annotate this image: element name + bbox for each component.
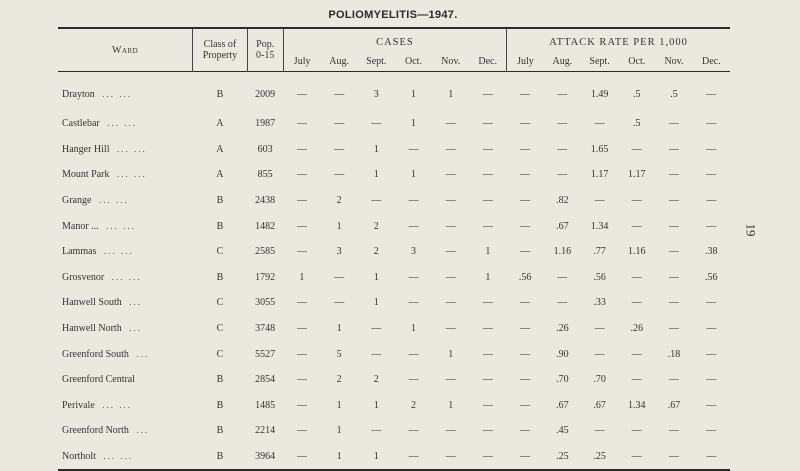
rate-cell: .67 [556, 220, 569, 232]
cases-cell: — [408, 220, 419, 232]
page-number: 19 [743, 223, 759, 237]
rate-cell: — [706, 220, 717, 232]
rate-cell: 1.34 [628, 399, 646, 411]
cases-cell: — [296, 195, 307, 207]
ward-cell [58, 341, 193, 367]
header-cases-month: Oct. [405, 55, 422, 67]
cases-cell: 3 [410, 246, 416, 258]
cases-cell: 1 [448, 399, 454, 411]
rate-cell: — [594, 118, 605, 130]
ward-cell [58, 316, 193, 342]
header-rates-month: Dec. [701, 55, 721, 67]
header-pop [247, 28, 283, 72]
header-rates-month: Oct. [628, 55, 646, 67]
cases-cell: — [445, 220, 456, 232]
cases-cell: — [296, 246, 307, 258]
header-cases-month: Dec. [478, 55, 497, 67]
cases-cell: — [482, 143, 493, 155]
rate-cell: — [631, 425, 642, 437]
class-cell: B [216, 425, 224, 437]
cases-cell: — [296, 118, 307, 130]
rate-cell: — [557, 169, 568, 181]
header-class [193, 28, 247, 72]
cases-cell: — [482, 323, 493, 335]
cases-cell: — [482, 425, 493, 437]
class-cell: B [216, 271, 224, 283]
cases-cell: — [296, 348, 307, 360]
leader-dots: ... ... [98, 195, 129, 206]
class-cell: B [216, 220, 224, 232]
ward-name: Northolt [62, 451, 96, 463]
cases-cell: — [296, 399, 307, 411]
cases-cell: — [296, 374, 307, 386]
rate-cell: — [668, 118, 679, 130]
header-class-line1: Class of [203, 39, 237, 50]
cases-cell: — [296, 451, 307, 463]
poliomyelitis-table [58, 27, 730, 471]
rate-cell: — [668, 169, 679, 181]
ward-cell [58, 72, 193, 112]
cases-cell: 1 [336, 323, 342, 335]
leader-dots: ... [136, 348, 150, 359]
ward-cell [58, 111, 193, 137]
cases-cell: — [296, 425, 307, 437]
table-row [58, 72, 730, 112]
cases-cell: 2 [336, 195, 342, 207]
cases-cell: 1 [373, 169, 379, 181]
table-row [58, 239, 730, 265]
rate-cell: — [668, 297, 679, 309]
class-cell: B [216, 195, 224, 207]
header-pop-line2: 0-15 [256, 50, 275, 61]
leader-dots: ... ... [111, 271, 142, 282]
cases-cell: — [408, 271, 419, 283]
rate-cell: — [520, 425, 531, 437]
ward-name: Hanger Hill [62, 143, 110, 155]
cases-cell: — [482, 89, 493, 100]
cases-cell: 2 [410, 399, 416, 411]
rate-cell: .26 [556, 323, 569, 335]
header-cases-month: Sept. [366, 55, 387, 67]
rate-cell: — [706, 425, 717, 437]
rate-cell: .5 [670, 89, 678, 100]
cases-cell: — [482, 195, 493, 207]
rate-cell: — [594, 348, 605, 360]
leader-dots: ... ... [102, 399, 133, 410]
pop-cell: 2009 [255, 89, 276, 100]
rate-cell: 1.65 [590, 143, 609, 155]
rate-cell: .45 [556, 425, 569, 437]
pop-cell: 1792 [255, 271, 276, 283]
rate-cell: .33 [593, 297, 606, 309]
cases-cell: — [371, 195, 382, 207]
rate-cell: — [557, 118, 568, 130]
leader-dots: ... [129, 297, 142, 308]
rate-cell: — [668, 246, 679, 258]
rate-cell: — [631, 220, 642, 232]
table-header [58, 28, 730, 72]
rate-cell: — [520, 297, 531, 309]
cases-cell: — [334, 118, 345, 130]
cases-cell: 1 [410, 323, 416, 335]
cases-cell: — [445, 425, 456, 437]
ward-name: Grosvenor [62, 271, 105, 283]
cases-cell: — [445, 195, 456, 207]
rate-cell: — [594, 323, 605, 335]
cases-cell: — [408, 425, 419, 437]
cases-cell: — [296, 297, 307, 309]
cases-cell: — [371, 348, 382, 360]
cases-cell: — [408, 374, 419, 386]
rate-cell: .70 [593, 374, 606, 386]
cases-cell: 1 [336, 425, 342, 437]
leader-dots: ... [129, 323, 142, 334]
ward-cell [58, 137, 193, 163]
rate-cell: — [520, 374, 531, 386]
cases-cell: 1 [485, 246, 491, 258]
ward-cell [58, 367, 193, 393]
ward-name: Perivale [62, 399, 95, 411]
cases-cell: — [408, 348, 419, 360]
cases-cell: — [408, 297, 419, 309]
pop-cell: 2438 [255, 195, 276, 207]
leader-dots: ... ... [106, 220, 136, 231]
rate-cell: — [668, 425, 679, 437]
class-cell: B [216, 399, 224, 411]
leader-dots: ... ... [103, 246, 134, 257]
rate-cell: — [668, 451, 679, 463]
table-row [58, 444, 730, 471]
cases-cell: — [445, 374, 456, 386]
cases-cell: 1 [410, 89, 416, 100]
rate-cell: — [520, 143, 531, 155]
ward-cell [58, 265, 193, 291]
leader-dots: ... ... [117, 169, 147, 180]
cases-cell: — [482, 118, 493, 130]
ward-cell [58, 418, 193, 444]
ward-cell [58, 213, 193, 239]
cases-cell: 1 [336, 220, 342, 232]
rate-cell: — [594, 195, 605, 207]
ward-name: Hanwell North [62, 323, 122, 335]
cases-cell: 1 [448, 89, 454, 100]
cases-cell: — [334, 297, 345, 309]
cases-cell: — [445, 169, 456, 181]
cases-cell: — [408, 195, 419, 207]
cases-cell: — [408, 143, 419, 155]
class-cell: B [216, 89, 224, 100]
pop-cell: 855 [257, 169, 273, 181]
cases-cell: — [445, 143, 456, 155]
table-row [58, 418, 730, 444]
header-ward: Ward [112, 44, 139, 56]
cases-cell: — [371, 425, 382, 437]
class-cell: B [216, 374, 224, 386]
rate-cell: — [557, 143, 568, 155]
rate-cell: .25 [593, 451, 606, 463]
rate-cell: — [706, 374, 717, 386]
pop-cell: 2585 [255, 246, 276, 258]
cases-cell: — [482, 348, 493, 360]
cases-cell: — [296, 143, 307, 155]
rate-cell: — [520, 195, 531, 207]
cases-cell: — [334, 271, 345, 283]
rate-cell: — [520, 220, 531, 232]
rate-cell: — [631, 374, 642, 386]
cases-cell: 1 [448, 348, 454, 360]
cases-cell: — [482, 297, 493, 309]
rate-cell: — [631, 297, 642, 309]
rate-cell: .5 [633, 118, 641, 130]
rate-cell: — [557, 271, 568, 283]
ward-name: Greenford South [62, 348, 129, 360]
rate-cell: .90 [556, 348, 569, 360]
table-body [58, 72, 730, 471]
ward-cell [58, 444, 193, 471]
cases-cell: — [482, 451, 493, 463]
cases-cell: 2 [373, 374, 379, 386]
rate-cell: .5 [633, 89, 641, 100]
cases-cell: — [334, 89, 345, 100]
class-cell: A [216, 118, 224, 130]
pop-cell: 3748 [255, 323, 276, 335]
pop-cell: 1485 [255, 399, 276, 411]
pop-cell: 3055 [255, 297, 276, 309]
cases-cell: 1 [373, 451, 379, 463]
rate-cell: 1.34 [590, 220, 609, 232]
cases-cell: 1 [373, 271, 379, 283]
leader-dots: ... ... [102, 89, 133, 99]
ward-name: Drayton [62, 89, 95, 100]
leader-dots: ... ... [107, 118, 138, 129]
rate-cell: 1.16 [628, 246, 646, 258]
rate-cell: .67 [667, 399, 681, 411]
rate-cell: — [668, 220, 679, 232]
class-cell: C [216, 323, 224, 335]
cases-cell: 5 [336, 348, 342, 360]
cases-cell: — [482, 399, 493, 411]
rate-cell: 1.49 [590, 89, 609, 100]
ward-cell [58, 188, 193, 214]
header-rates-month: Nov. [664, 55, 684, 67]
cases-cell: — [371, 118, 382, 130]
rate-cell: .77 [593, 246, 606, 258]
rate-cell: — [668, 195, 679, 207]
pop-cell: 2854 [255, 374, 276, 386]
rate-cell: .67 [556, 399, 569, 411]
rate-cell: .70 [556, 374, 569, 386]
table-row [58, 316, 730, 342]
rate-cell: — [706, 348, 717, 360]
rate-cell: .56 [705, 271, 718, 283]
pop-cell: 1987 [255, 118, 276, 130]
rate-cell: .26 [630, 323, 644, 335]
rate-cell: — [631, 271, 642, 283]
table-row [58, 188, 730, 214]
rate-cell: .82 [556, 195, 569, 207]
rate-cell: — [520, 246, 531, 258]
rate-cell: — [706, 195, 717, 207]
ward-name: Manor ... [62, 220, 99, 232]
cases-cell: — [296, 220, 307, 232]
header-cases-month: July [283, 51, 320, 72]
cases-cell: 2 [373, 246, 379, 258]
ward-name: Greenford North [62, 425, 129, 437]
rate-cell: — [520, 118, 531, 130]
class-cell: C [216, 297, 224, 309]
leader-dots: ... ... [117, 143, 147, 154]
rate-cell: — [520, 348, 531, 360]
rate-cell: 1.17 [590, 169, 609, 181]
cases-cell: — [445, 118, 456, 130]
cases-cell: — [371, 323, 382, 335]
cases-cell: 1 [410, 118, 416, 130]
table-title: POLIOMYELITIS—1947. [328, 9, 458, 21]
cases-cell: — [445, 271, 456, 283]
ward-cell [58, 393, 193, 419]
cases-cell: 1 [336, 451, 342, 463]
rate-cell: — [631, 348, 642, 360]
header-rates-month: Sept. [589, 55, 610, 67]
cases-cell: 3 [373, 89, 379, 100]
rate-cell: .25 [556, 451, 569, 463]
ward-name: Castlebar [62, 118, 100, 130]
table-row [58, 111, 730, 137]
class-cell: C [216, 246, 224, 258]
rate-cell: — [706, 89, 717, 100]
leader-dots: ... ... [103, 451, 134, 462]
rate-cell: — [520, 89, 531, 100]
header-cases: CASES [283, 28, 506, 51]
cases-cell: — [445, 451, 456, 463]
table-row [58, 341, 730, 367]
table-row [58, 367, 730, 393]
rate-cell: — [520, 169, 531, 181]
rate-cell: — [706, 297, 717, 309]
rate-cell: .18 [667, 348, 681, 360]
cases-cell: 1 [373, 297, 379, 309]
pop-cell: 5527 [255, 348, 276, 360]
rate-cell: 1.16 [553, 246, 572, 258]
ward-name: Lammas [62, 246, 97, 258]
cases-cell: — [445, 323, 456, 335]
cases-cell: 1 [336, 399, 342, 411]
rate-cell: — [706, 143, 717, 155]
rate-cell: — [557, 89, 568, 100]
ward-name: Hanwell South [62, 297, 122, 309]
table-row [58, 162, 730, 188]
cases-cell: — [334, 169, 345, 181]
table-row [58, 393, 730, 419]
header-cases-month: Aug. [329, 55, 349, 67]
header-class-line2: Property [202, 50, 238, 61]
table-row [58, 265, 730, 291]
rate-cell: — [631, 195, 642, 207]
pop-cell: 1482 [255, 220, 276, 232]
rate-cell: — [557, 297, 568, 309]
cases-cell: 1 [485, 271, 491, 283]
rate-cell: — [706, 169, 717, 181]
rate-cell: — [631, 143, 642, 155]
rate-cell: — [520, 451, 531, 463]
rate-cell: — [520, 399, 531, 411]
header-rates-month: July [507, 51, 544, 72]
rate-cell: — [668, 271, 679, 283]
header-pop-line1: Pop. [256, 39, 275, 50]
cases-cell: 3 [336, 246, 342, 258]
cases-cell: — [408, 451, 419, 463]
ward-cell [58, 290, 193, 316]
rate-cell: — [706, 451, 717, 463]
cases-cell: 1 [373, 399, 379, 411]
table-row [58, 290, 730, 316]
cases-cell: — [296, 323, 307, 335]
rate-cell: .67 [593, 399, 606, 411]
rate-cell: — [668, 323, 679, 335]
rate-cell: — [520, 323, 531, 335]
rate-cell: — [668, 143, 679, 155]
cases-cell: — [482, 374, 493, 386]
ward-cell [58, 162, 193, 188]
class-cell: C [216, 348, 224, 360]
cases-cell: 1 [373, 143, 379, 155]
rate-cell: — [668, 374, 679, 386]
rate-cell: .38 [705, 246, 718, 258]
cases-cell: — [445, 246, 456, 258]
cases-cell: — [482, 220, 493, 232]
class-cell: A [216, 169, 224, 181]
rate-cell: — [631, 451, 642, 463]
leader-dots: ... [136, 425, 150, 436]
rate-cell: — [594, 425, 605, 437]
header-cases-month: Nov. [441, 55, 461, 67]
pop-cell: 3964 [255, 451, 276, 463]
ward-name: Greenford Central [62, 374, 136, 386]
cases-cell: — [296, 169, 307, 181]
header-attack-rate: ATTACK RATE PER 1,000 [507, 28, 730, 51]
pop-cell: 2214 [255, 425, 276, 437]
pop-cell: 603 [257, 143, 273, 155]
class-cell: A [216, 143, 224, 155]
cases-cell: 1 [299, 271, 305, 283]
ward-cell [58, 239, 193, 265]
cases-cell: — [445, 297, 456, 309]
cases-cell: — [334, 143, 345, 155]
rate-cell: .56 [593, 271, 606, 283]
ward-name: Mount Park [62, 169, 110, 181]
table-row [58, 213, 730, 239]
class-cell: B [216, 451, 224, 463]
header-rates-month: Aug. [552, 55, 573, 67]
cases-cell: — [296, 89, 307, 100]
cases-cell: 2 [373, 220, 379, 232]
rate-cell: .56 [518, 271, 532, 283]
rate-cell: — [706, 399, 717, 411]
ward-name: Grange [62, 195, 92, 207]
rate-cell: — [706, 118, 717, 130]
rate-cell: — [706, 323, 717, 335]
cases-cell: 2 [336, 374, 342, 386]
table-row [58, 137, 730, 163]
rate-cell: 1.17 [628, 169, 646, 181]
cases-cell: — [482, 169, 493, 181]
cases-cell: 1 [410, 169, 416, 181]
